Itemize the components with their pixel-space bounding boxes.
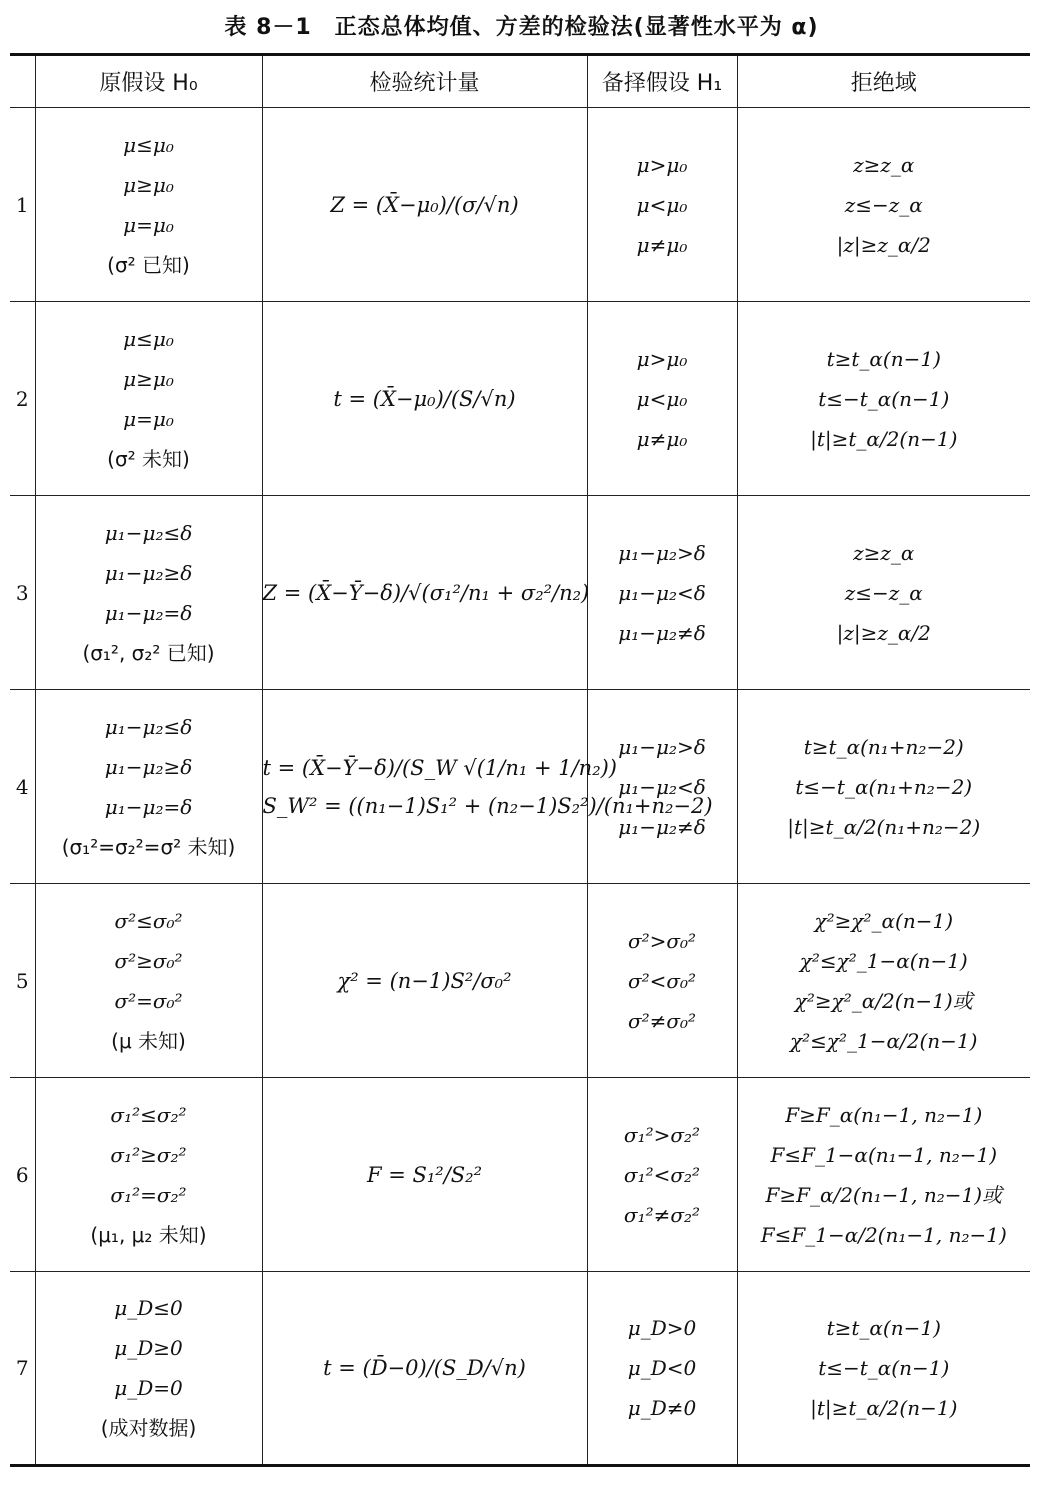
region-line: |t|≥t_α/2(n₁+n₂−2) xyxy=(787,814,981,839)
h1-line: σ²>σ₀² xyxy=(627,928,697,953)
statistic-formula: t = (X̄−μ₀)/(S/√n) xyxy=(333,386,516,411)
test-statistic-cell xyxy=(262,302,587,496)
rejection-region-cell xyxy=(737,496,1030,690)
h1-line: σ²<σ₀² xyxy=(627,968,697,993)
h0-line: μ₁−μ₂≥δ xyxy=(104,560,193,585)
region-line: F≤F_1−α(n₁−1, n₂−1) xyxy=(770,1142,998,1167)
test-statistic-cell xyxy=(262,884,587,1078)
h1-line: μ<μ₀ xyxy=(636,386,688,411)
region-line: |t|≥t_α/2(n−1) xyxy=(810,1396,958,1420)
h0-line: μ_D=0 xyxy=(114,1376,183,1400)
region-line: z≥z_α xyxy=(853,540,915,565)
region-line: z≤−z_α xyxy=(844,192,923,217)
h1-line: μ_D≠0 xyxy=(627,1396,697,1420)
table-row-1 xyxy=(10,108,1030,302)
header-index xyxy=(10,55,35,108)
row-index: 2 xyxy=(10,302,35,496)
statistic-formula: t = (D̄−0)/(S_D/√n) xyxy=(323,1356,526,1380)
alternative-hypothesis-cell xyxy=(587,108,737,302)
region-line: F≥F_α/2(n₁−1, n₂−1)或 xyxy=(765,1182,1003,1207)
alternative-hypothesis-cell xyxy=(587,1078,737,1272)
h1-line: μ_D>0 xyxy=(627,1316,697,1340)
rejection-region-cell xyxy=(737,302,1030,496)
region-line: |t|≥t_α/2(n−1) xyxy=(810,426,958,451)
null-hypothesis-cell xyxy=(35,1078,262,1272)
table-row-2 xyxy=(10,302,1030,496)
test-statistic-cell xyxy=(262,1078,587,1272)
region-line: t≤−t_α(n₁+n₂−2) xyxy=(795,774,973,799)
alternative-hypothesis-cell xyxy=(587,690,737,884)
alternative-hypothesis-cell xyxy=(587,884,737,1078)
rejection-region-cell xyxy=(737,690,1030,884)
region-line: z≤−z_α xyxy=(844,580,923,605)
h0-line: σ₁²≤σ₂² xyxy=(110,1102,187,1127)
h1-line: μ≠μ₀ xyxy=(636,426,688,451)
row-index: 1 xyxy=(10,108,35,302)
h1-line: μ₁−μ₂≠δ xyxy=(618,620,706,645)
h0-line: σ₁²=σ₂² xyxy=(110,1182,187,1207)
h0-condition: (μ 未知) xyxy=(111,1028,186,1053)
h1-line: σ₁²>σ₂² xyxy=(623,1122,701,1147)
statistic-formula: F = S₁²/S₂² xyxy=(366,1162,483,1187)
rejection-region-cell xyxy=(737,1272,1030,1466)
test-statistic-cell xyxy=(262,108,587,302)
h0-line: μ₁−μ₂=δ xyxy=(104,600,193,625)
statistic-formula: Z = (X̄−Ȳ−δ)/√(σ₁²/n₁ + σ₂²/n₂) xyxy=(262,580,590,605)
h0-line: μ≥μ₀ xyxy=(123,172,174,197)
h0-condition: (μ₁, μ₂ 未知) xyxy=(90,1222,207,1247)
test-statistic-cell xyxy=(262,496,590,690)
alternative-hypothesis-cell xyxy=(587,1272,737,1466)
h0-line: μ_D≥0 xyxy=(114,1336,183,1360)
table-row-7 xyxy=(10,1272,1030,1466)
h0-line: σ₁²≥σ₂² xyxy=(110,1142,187,1167)
h0-condition: (σ₁², σ₂² 已知) xyxy=(82,640,215,665)
rejection-region-cell xyxy=(737,108,1030,302)
h1-line: μ>μ₀ xyxy=(636,346,688,371)
h0-line: μ₁−μ₂=δ xyxy=(104,794,193,819)
alternative-hypothesis-cell xyxy=(587,302,737,496)
h0-line: μ≤μ₀ xyxy=(123,132,174,157)
region-line: χ²≤χ²_1−α/2(n−1) xyxy=(790,1028,978,1053)
h1-line: σ²≠σ₀² xyxy=(627,1008,697,1033)
region-line: F≤F_1−α/2(n₁−1, n₂−1) xyxy=(760,1222,1007,1247)
region-line: χ²≥χ²_α(n−1) xyxy=(814,908,953,933)
statistic-formula: Z = (X̄−μ₀)/(σ/√n) xyxy=(330,192,519,217)
null-hypothesis-cell xyxy=(35,496,262,690)
h0-line: σ²=σ₀² xyxy=(114,988,183,1013)
header-alternative-hypothesis: 备择假设 H₁ xyxy=(587,55,737,108)
h0-condition: (σ² 已知) xyxy=(107,252,190,277)
header-rejection-region: 拒绝域 xyxy=(737,55,1030,108)
row-index: 3 xyxy=(10,496,35,690)
table-row-3 xyxy=(10,496,1030,690)
h1-line: μ₁−μ₂≠δ xyxy=(618,814,706,839)
region-line: |z|≥z_α/2 xyxy=(836,620,931,645)
h0-line: σ²≤σ₀² xyxy=(114,908,183,933)
h0-line: μ≤μ₀ xyxy=(123,326,174,351)
h0-condition: (σ₁²=σ₂²=σ² 未知) xyxy=(61,834,236,859)
null-hypothesis-cell xyxy=(35,884,262,1078)
h0-condition: (成对数据) xyxy=(100,1416,197,1440)
h1-line: μ₁−μ₂>δ xyxy=(618,734,706,759)
table-caption: 表 8－1 正态总体均值、方差的检验法(显著性水平为 α) xyxy=(224,15,819,40)
statistic-formula: χ² = (n−1)S²/σ₀² xyxy=(337,968,512,993)
rejection-region-cell xyxy=(737,1078,1030,1272)
row-index: 7 xyxy=(10,1272,35,1466)
table-row-6 xyxy=(10,1078,1030,1272)
header-row xyxy=(10,55,1030,108)
h0-line: μ₁−μ₂≥δ xyxy=(104,754,193,779)
h1-line: μ_D<0 xyxy=(627,1356,697,1380)
region-line: t≤−t_α(n−1) xyxy=(818,386,950,411)
header-null-hypothesis: 原假设 H₀ xyxy=(35,55,262,108)
null-hypothesis-cell xyxy=(35,108,262,302)
header-test-statistic: 检验统计量 xyxy=(262,55,587,108)
region-line: t≤−t_α(n−1) xyxy=(818,1356,950,1380)
region-line: F≥F_α(n₁−1, n₂−1) xyxy=(785,1102,983,1127)
row-index: 6 xyxy=(10,1078,35,1272)
region-line: χ²≥χ²_α/2(n−1)或 xyxy=(794,988,973,1013)
h1-line: μ₁−μ₂>δ xyxy=(618,540,706,565)
pooled-variance-formula: S_W² = ((n₁−1)S₁² + (n₂−1)S₂²)/(n₁+n₂−2) xyxy=(262,793,713,818)
h0-line: μ₁−μ₂≤δ xyxy=(104,714,193,739)
h1-line: μ₁−μ₂<δ xyxy=(618,774,706,799)
h1-line: μ>μ₀ xyxy=(636,152,688,177)
test-statistic-cell xyxy=(262,1272,587,1466)
h0-line: μ=μ₀ xyxy=(123,212,174,237)
region-line: z≥z_α xyxy=(853,152,915,177)
statistic-formula: t = (X̄−Ȳ−δ)/(S_W √(1/n₁ + 1/n₂)) xyxy=(262,755,617,780)
table-row-5 xyxy=(10,884,1030,1078)
region-line: t≥t_α(n−1) xyxy=(826,346,941,371)
row-index: 4 xyxy=(10,690,35,884)
region-line: t≥t_α(n−1) xyxy=(826,1316,941,1340)
h1-line: σ₁²≠σ₂² xyxy=(623,1202,701,1227)
h1-line: μ≠μ₀ xyxy=(636,232,688,257)
h0-line: μ₁−μ₂≤δ xyxy=(104,520,193,545)
null-hypothesis-cell xyxy=(35,1272,262,1466)
region-line: t≥t_α(n₁+n₂−2) xyxy=(803,734,964,759)
h1-line: μ₁−μ₂<δ xyxy=(618,580,706,605)
h0-line: μ=μ₀ xyxy=(123,406,174,431)
h0-line: μ≥μ₀ xyxy=(123,366,174,391)
region-line: |z|≥z_α/2 xyxy=(836,232,931,257)
h0-line: σ²≥σ₀² xyxy=(114,948,183,973)
region-line: χ²≤χ²_1−α(n−1) xyxy=(799,948,968,973)
row-index: 5 xyxy=(10,884,35,1078)
alternative-hypothesis-cell xyxy=(587,496,737,690)
h1-line: μ<μ₀ xyxy=(636,192,688,217)
h0-line: μ_D≤0 xyxy=(114,1296,183,1320)
null-hypothesis-cell xyxy=(35,690,262,884)
hypothesis-test-table xyxy=(10,53,1030,1467)
rejection-region-cell xyxy=(737,884,1030,1078)
null-hypothesis-cell xyxy=(35,302,262,496)
h0-condition: (σ² 未知) xyxy=(107,446,190,471)
h1-line: σ₁²<σ₂² xyxy=(623,1162,701,1187)
table-row-4 xyxy=(10,690,1030,884)
